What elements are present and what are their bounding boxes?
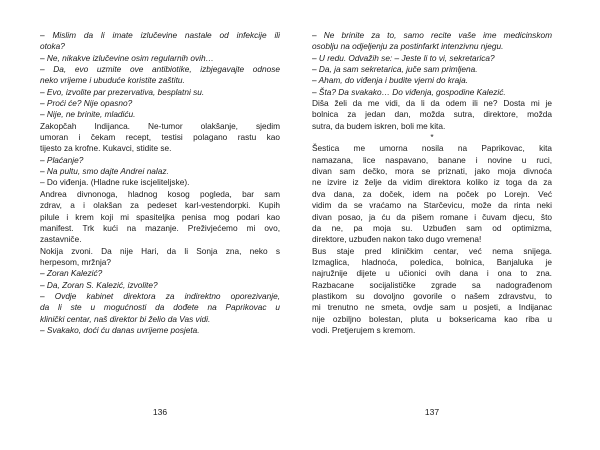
text-line: Razbacane socijalističke zgrade sa nadograđenom xyxy=(312,279,552,290)
section-break: * xyxy=(430,132,434,143)
text-line: divan sam dečko, mora se priznati, jako moja divnoća xyxy=(312,166,552,177)
text-line: – Šta? Da svakako… Do viđenja, gospodine Kalezić. xyxy=(312,86,506,97)
text-line: – Aham, do viđenja i budite vjerni do kraja. xyxy=(312,75,469,86)
text-line: – Plaćanje? xyxy=(40,154,84,165)
text-line: – Evo, izvolite par prezervativa, besplatni su. xyxy=(40,86,205,97)
text-line: zastavniče. xyxy=(40,234,82,245)
text-line: Nokija zvoni. Da nije Hari, da li Sonja zna, neko s xyxy=(40,245,280,256)
text-line: osoblju na odjeljenju za postinfarkt intenzivnu njegu. xyxy=(312,41,504,52)
text-line: plastikom su dovoljno govorile o našem zdravstvu, to xyxy=(312,290,552,301)
text-line: – Mislim da li imate izlučevine nastale od infekcije ili xyxy=(40,30,280,40)
text-line: – Proći će? Nije opasno? xyxy=(40,98,133,109)
text-line: – Da, evo uzmite ove antibiotike, izbjegavajte odnose xyxy=(40,64,280,75)
text-line: najružnije dijete u učionici ovih dana i ona to zna. xyxy=(312,268,552,279)
text-line: Izmaglica, hladnoća, poledica, bolnica, Banjaluka je xyxy=(312,256,552,267)
text-line: da li ste u mogućnosti da dođete na Paprikovac u xyxy=(40,302,280,313)
right-page xyxy=(312,30,552,336)
text-line: tijesto za krofne. Kukavci, stidite se. xyxy=(40,143,172,154)
text-line: – Ne brinite za to, samo recite vaše ime medicinskom xyxy=(312,30,552,40)
text-line: – Nije, ne brinite, mladiću. xyxy=(40,109,136,120)
text-line: vidim da se vraćamo na Starčevicu, može da rinta neki xyxy=(312,200,552,211)
left-page-text xyxy=(40,30,280,336)
text-line: nije ozbiljno bolestan, pluta u boksericama kao riba u xyxy=(312,313,552,324)
text-line: namazana, lice naspavano, banane i novine u ruci, xyxy=(312,154,552,165)
text-line: Diša želi da me vidi, da li da odem ili ne? Dosta mi je xyxy=(312,98,552,109)
left-page-number: 136 xyxy=(152,407,168,417)
text-line: da ne, pa moja su. Uzbuđen sam od optimizma, xyxy=(312,222,552,233)
text-line: neko vrijeme i ubuduće koristite zaštitu. xyxy=(40,75,185,86)
text-line: manifest. Trk kući na mazanje. Preživjećemo mi ovo, xyxy=(40,222,280,233)
text-line: zdrav, a i olakšan za pedeset karl-vestendorpki. Kupih xyxy=(40,200,280,211)
text-line: herpesom, mržnja? xyxy=(40,256,112,267)
text-line: – Svakako, doći ću danas uvrijeme posjeta. xyxy=(40,324,200,335)
text-line: – Da, ja sam sekretarica, juče sam primljena. xyxy=(312,64,478,75)
text-line: direktore, uzbuđen nakon tako dugo vremena! xyxy=(312,234,482,245)
text-line: – U redu. Odvažih se: – Jeste li to vi, sekretarica? xyxy=(312,52,495,63)
text-line: klinički centar, naš direktor bi želio da Vas vidi. xyxy=(40,313,211,324)
text-line: otoka? xyxy=(40,41,65,52)
text-line: – Ne, nikakve izlučevine osim regularnih ovih… xyxy=(40,52,214,63)
text-line: ne izvire iz želje da vidim direktora koliko iz toga da za xyxy=(312,177,552,188)
text-line: dva dana, za doček, idem na poček po Lorejn. Već xyxy=(312,188,552,199)
text-line: bolnica za jedan dan, možda sutra, direktore, možda xyxy=(312,109,552,120)
text-line: – Zoran Kalezić? xyxy=(40,268,103,279)
text-line: divan posao, ja ću da pišem romane i čuvam djecu, što xyxy=(312,211,552,222)
text-line: – Da, Zoran S. Kalezić, izvolite? xyxy=(40,279,158,290)
text-line: vodi. Pretjerujem s kremom. xyxy=(312,324,416,335)
text-line: Bus staje pred kliničkim centar, već nema snijega. xyxy=(312,245,552,256)
text-line: pilule i krem koji mi spasitelјka penisa mog podari kao xyxy=(40,211,280,222)
text-line: sutra, da budem iskren, boli me kita. xyxy=(312,120,446,131)
text-line: Šestica me umorna nosila na Paprikovac, kita xyxy=(312,143,552,154)
text-line: – Do viđenja. (Hladne ruke iscjeliteljske). xyxy=(40,177,190,188)
text-line: – Ovdje kabinet direktora za indirektno oporezivanje, xyxy=(40,290,280,301)
right-page-number: 137 xyxy=(424,407,440,417)
right-page-text xyxy=(312,30,552,336)
text-line: mi trenutno ne smeta, ovdje sam u posjeti, a Indijanac xyxy=(312,302,552,313)
text-line: umoran i čekam recept, testisi polagano rastu kao xyxy=(40,132,280,143)
text-line: Andrea divnonoga, hladnog kosog pogleda, bar sam xyxy=(40,188,280,199)
text-line: Zakopčah Indijanca. Ne-tumor olakšanje, sjedim xyxy=(40,120,280,131)
left-page xyxy=(40,30,280,336)
text-line: – Na pultu, smo dajte Andrei nalaz. xyxy=(40,166,169,177)
